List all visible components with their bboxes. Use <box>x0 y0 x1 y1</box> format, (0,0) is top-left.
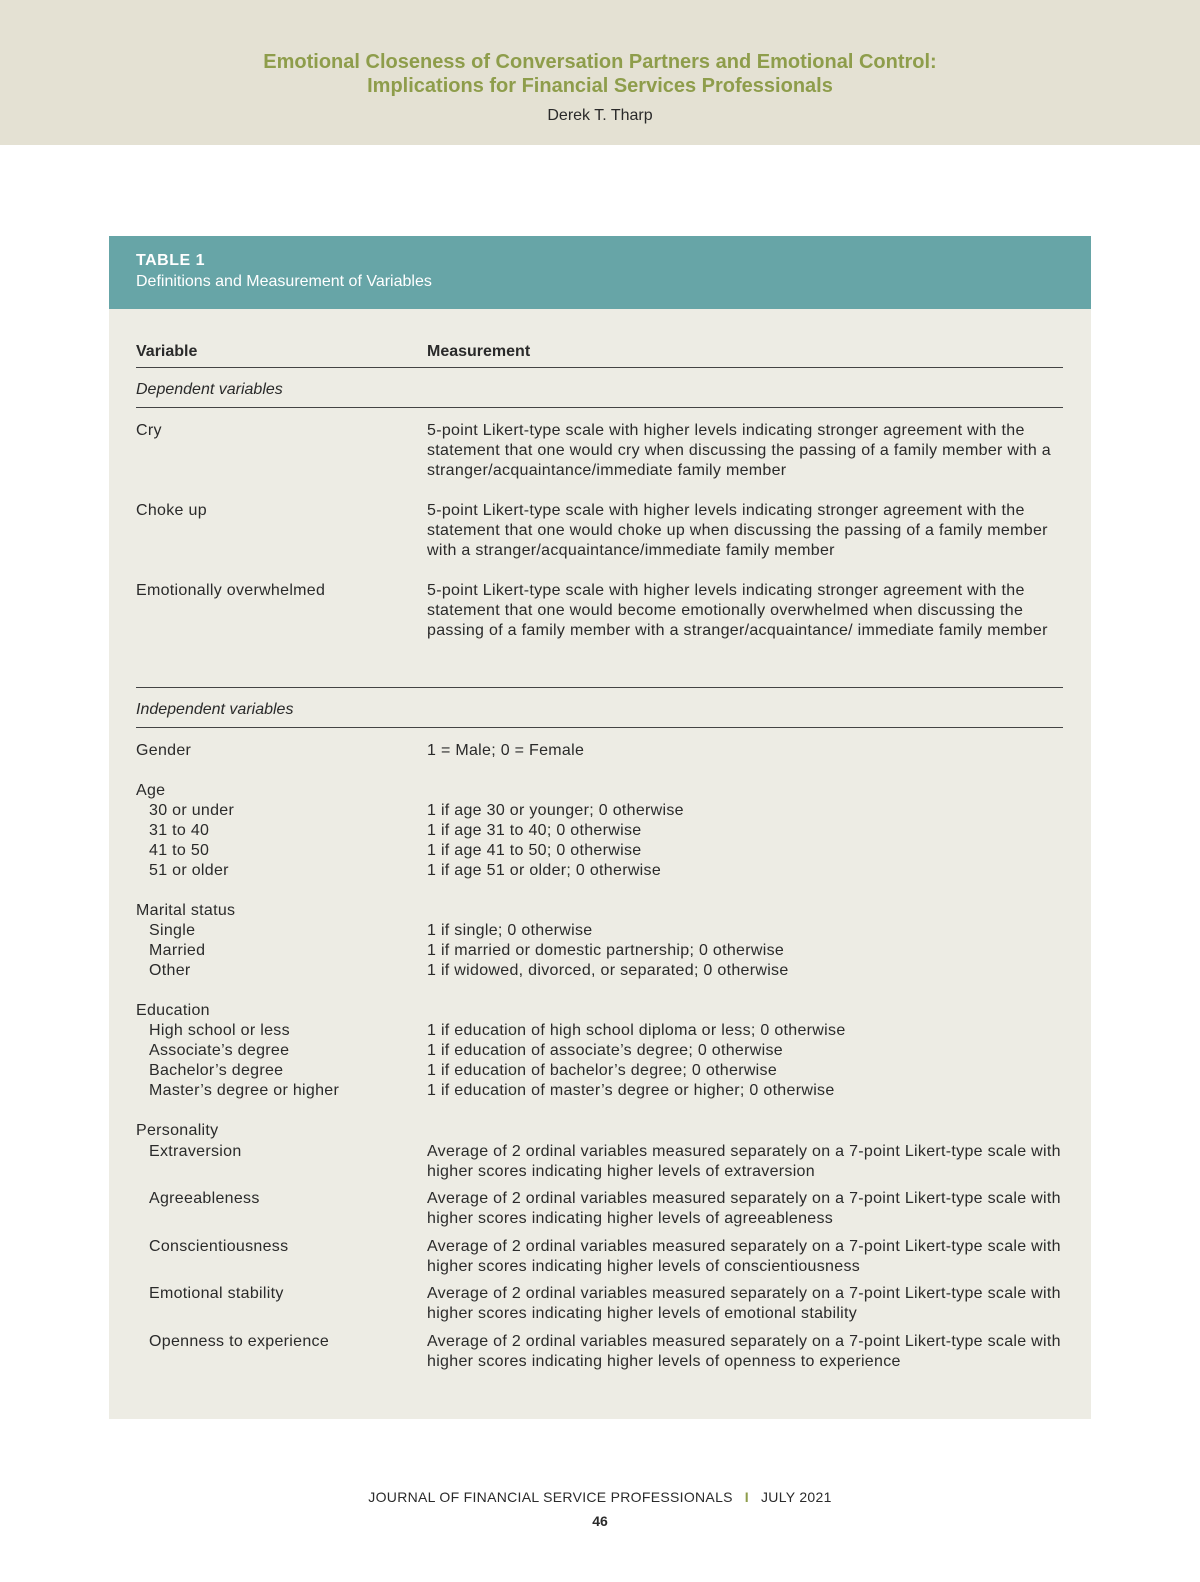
group-heading-education: Education <box>136 1002 210 1019</box>
variable-marital-single: Single <box>149 922 196 939</box>
measurement-emotionally-overwhelmed: 5-point Likert-type scale with higher levels indicating stronger agreement with the statement that one would become emotionally overwhelmed when discussing the passing of a family member with a stranger/acquaintance/ immediate family member <box>427 582 1048 639</box>
measurement-education-bachelors: 1 if education of bachelor’s degree; 0 otherwise <box>427 1062 778 1079</box>
measurement-education-masters: 1 if education of master’s degree or higher; 0 otherwise <box>427 1082 835 1099</box>
variable-education-masters: Master’s degree or higher <box>149 1082 340 1099</box>
measurement-education-high-school: 1 if education of high school diploma or less; 0 otherwise <box>427 1022 846 1039</box>
measurement-cry: 5-point Likert-type scale with higher levels indicating stronger agreement with the statement that one would cry when discussing the passing of a family member with a stranger/acquaintance/immediate family member <box>427 422 1052 479</box>
column-header-variable: Variable <box>136 343 198 360</box>
variable-agreeableness: Agreeableness <box>149 1190 260 1207</box>
header-rule <box>136 367 1063 368</box>
variable-extraversion: Extraversion <box>149 1143 242 1160</box>
measurement-age-30-or-under: 1 if age 30 or younger; 0 otherwise <box>427 802 684 819</box>
section-rule <box>136 407 1063 408</box>
author-name: Derek T. Tharp <box>547 107 653 124</box>
variable-emotional-stability: Emotional stability <box>149 1285 284 1302</box>
variable-education-associates: Associate’s degree <box>149 1042 290 1059</box>
table-label: TABLE 1 <box>136 252 205 269</box>
table-header <box>109 236 1091 309</box>
measurement-choke-up: 5-point Likert-type scale with higher levels indicating stronger agreement with the statement that one would choke up when discussing the passing of a family member with a stranger/acquaintance/immediate family member <box>427 502 1048 559</box>
footer-journal-line <box>0 1489 1200 1505</box>
measurement-openness: Average of 2 ordinal variables measured separately on a 7-point Likert-type scale with higher scores indicating higher levels of openness to experience <box>427 1333 1061 1370</box>
variable-conscientiousness: Conscientiousness <box>149 1238 289 1255</box>
measurement-agreeableness: Average of 2 ordinal variables measured separately on a 7-point Likert-type scale with higher scores indicating higher levels of agreeableness <box>427 1190 1061 1227</box>
measurement-marital-other: 1 if widowed, divorced, or separated; 0 otherwise <box>427 962 789 979</box>
variable-age-41-to-50: 41 to 50 <box>149 842 210 859</box>
variable-choke-up: Choke up <box>136 502 207 519</box>
article-title <box>0 50 1200 98</box>
variable-marital-other: Other <box>149 962 191 979</box>
measurement-age-41-to-50: 1 if age 41 to 50; 0 otherwise <box>427 842 642 859</box>
measurement-conscientiousness: Average of 2 ordinal variables measured separately on a 7-point Likert-type scale with higher scores indicating higher levels of conscientiousness <box>427 1238 1061 1275</box>
section-dependent-variables: Dependent variables <box>136 381 283 398</box>
measurement-marital-single: 1 if single; 0 otherwise <box>427 922 593 939</box>
article-title-line-1: Emotional Closeness of Conversation Partners and Emotional Control: <box>263 51 937 73</box>
variable-age-31-to-40: 31 to 40 <box>149 822 210 839</box>
variable-education-bachelors: Bachelor’s degree <box>149 1062 284 1079</box>
section-independent-variables: Independent variables <box>136 701 294 718</box>
table-1 <box>109 236 1091 1419</box>
variable-age-30-or-under: 30 or under <box>149 802 235 819</box>
measurement-emotional-stability: Average of 2 ordinal variables measured separately on a 7-point Likert-type scale with higher scores indicating higher levels of emotional stability <box>427 1285 1061 1322</box>
footer-separator: I <box>744 1489 749 1505</box>
table-caption: Definitions and Measurement of Variables <box>136 273 432 290</box>
variable-emotionally-overwhelmed: Emotionally overwhelmed <box>136 582 326 599</box>
variable-education-high-school: High school or less <box>149 1022 290 1039</box>
variable-age-51-or-older: 51 or older <box>149 862 229 879</box>
group-heading-age: Age <box>136 782 166 799</box>
section-rule <box>136 727 1063 728</box>
variable-gender: Gender <box>136 742 192 759</box>
header-band <box>0 0 1200 145</box>
article-title-line-2: Implications for Financial Services Professionals <box>367 75 833 97</box>
measurement-extraversion: Average of 2 ordinal variables measured separately on a 7-point Likert-type scale with higher scores indicating higher levels of extraversion <box>427 1143 1061 1180</box>
measurement-marital-married: 1 if married or domestic partnership; 0 otherwise <box>427 942 785 959</box>
section-rule <box>136 687 1063 688</box>
measurement-age-31-to-40: 1 if age 31 to 40; 0 otherwise <box>427 822 642 839</box>
group-heading-personality: Personality <box>136 1122 219 1139</box>
measurement-gender: 1 = Male; 0 = Female <box>427 742 585 759</box>
variable-openness: Openness to experience <box>149 1333 330 1350</box>
variable-marital-married: Married <box>149 942 206 959</box>
journal-name: JOURNAL OF FINANCIAL SERVICE PROFESSIONALS <box>368 1489 733 1505</box>
measurement-education-associates: 1 if education of associate’s degree; 0 otherwise <box>427 1042 783 1059</box>
variable-cry: Cry <box>136 422 162 439</box>
measurement-age-51-or-older: 1 if age 51 or older; 0 otherwise <box>427 862 662 879</box>
group-heading-marital-status: Marital status <box>136 902 236 919</box>
page-number: 46 <box>592 1513 608 1529</box>
issue-date: JULY 2021 <box>761 1489 832 1505</box>
column-header-measurement: Measurement <box>427 343 531 360</box>
